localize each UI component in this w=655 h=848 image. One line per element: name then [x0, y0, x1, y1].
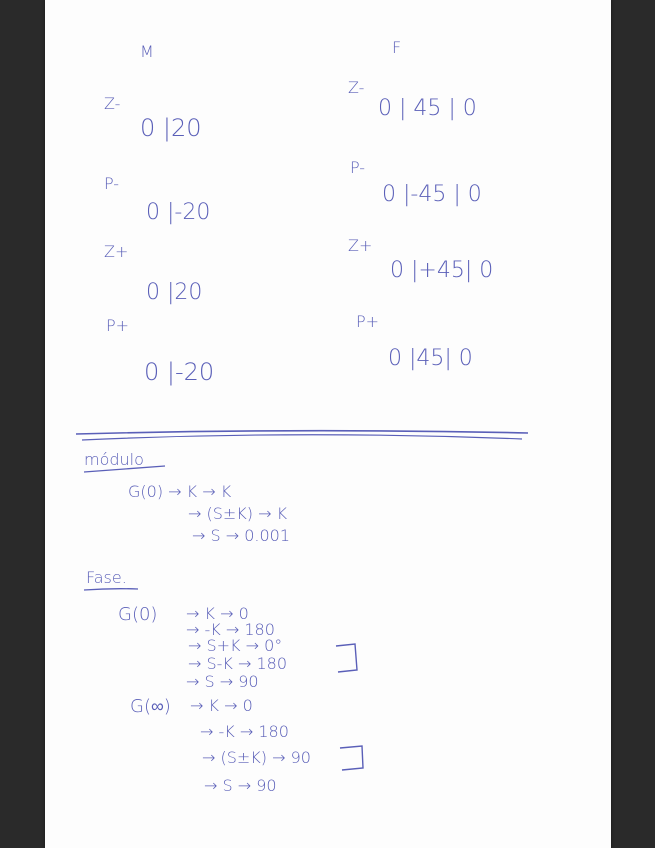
fase-g0-line-4: → S-K → 180 [188, 654, 288, 673]
label-right-row-3: Z+ [348, 236, 373, 255]
value-right-row-2: 0 |-45 | 0 [382, 182, 482, 207]
divider-line-lower [82, 435, 522, 440]
modulo-line-3: → S → 0.001 [192, 526, 291, 545]
fase-ginf-line-2: → -K → 180 [200, 722, 289, 741]
fase-g0-line-5: → S → 90 [186, 672, 259, 691]
fase-underline [84, 589, 138, 590]
bracket-ginf [340, 746, 363, 770]
value-left-row-3: 0 |20 [146, 280, 203, 305]
fase-g0-line-2: → -K → 180 [186, 620, 275, 639]
label-left-row-3: Z+ [104, 242, 129, 261]
label-right-row-4: P+ [356, 312, 380, 331]
fase-g0-line-3: → S+K → 0° [188, 636, 283, 655]
label-left-row-1: Z- [104, 94, 121, 113]
value-right-row-1: 0 | 45 | 0 [378, 96, 477, 121]
fase-ginf-label: G(∞) [130, 696, 171, 717]
value-left-row-2: 0 |-20 [146, 200, 211, 225]
label-right-row-2: P- [350, 158, 366, 177]
fase-g0-label: G(0) [118, 604, 158, 625]
label-right-row-1: Z- [348, 78, 365, 97]
modulo-line-1: G(0) → K → K [128, 482, 232, 501]
fase-title: Fase. [86, 568, 127, 587]
value-right-row-4: 0 |45| 0 [388, 346, 473, 371]
label-left-row-4: P+ [106, 316, 130, 335]
value-left-row-4: 0 |-20 [144, 358, 215, 386]
value-right-row-3: 0 |+45| 0 [390, 258, 494, 283]
modulo-title: módulo [84, 450, 144, 469]
column-header-f: F [392, 38, 402, 57]
modulo-line-2: → (S±K) → K [188, 504, 288, 523]
fase-g0-line-1: → K → 0 [186, 604, 249, 623]
fase-ginf-line-1: → K → 0 [190, 696, 253, 715]
column-header-m: M [140, 42, 154, 61]
fase-ginf-line-4: → S → 90 [204, 776, 277, 795]
value-left-row-1: 0 |20 [140, 114, 202, 142]
label-left-row-2: P- [104, 174, 120, 193]
fase-ginf-line-3: → (S±K) → 90 [202, 748, 311, 767]
bracket-g0 [336, 644, 357, 672]
divider-line-upper [76, 431, 528, 434]
